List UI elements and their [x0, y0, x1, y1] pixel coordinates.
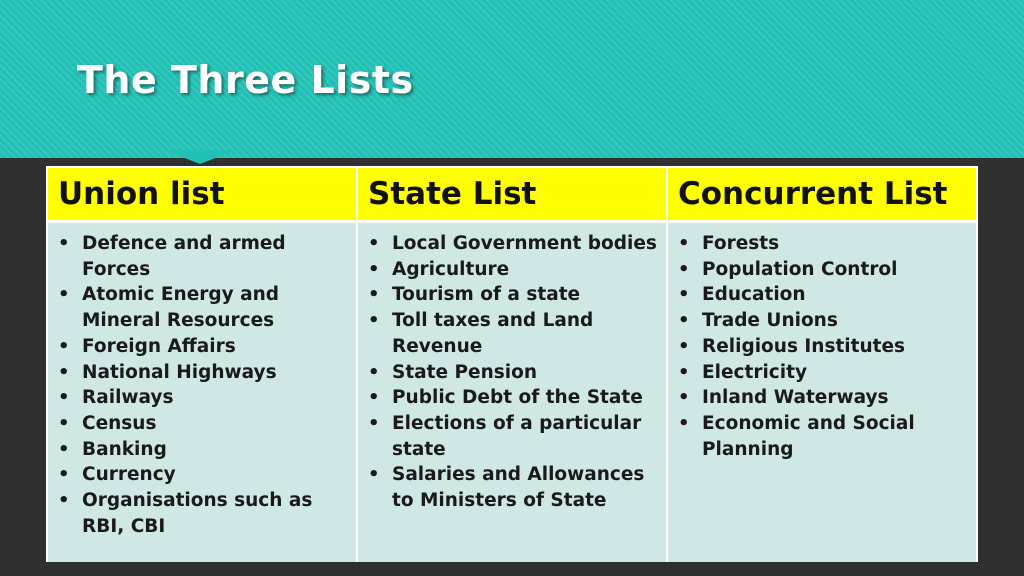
bullet-icon: • — [58, 412, 70, 434]
bullet-icon: • — [678, 335, 690, 357]
union-list-cell — [47, 222, 357, 563]
list-item — [54, 437, 350, 463]
list-item-text: Trade Unions — [702, 310, 838, 332]
concurrent-list-cell — [667, 222, 977, 563]
bullet-icon: • — [368, 464, 380, 486]
list-item-text: Salaries and Allowances to Ministers of State — [392, 464, 645, 512]
bullet-icon: • — [368, 387, 380, 409]
bullet-icon: • — [678, 258, 690, 280]
list-item — [674, 360, 970, 386]
list-item-text: Forests — [702, 233, 780, 254]
list-item-text: Population Control — [702, 258, 898, 280]
list-item-text: Currency — [82, 464, 176, 486]
table-body-row — [47, 222, 977, 563]
list-item — [364, 385, 660, 411]
bullet-icon: • — [58, 438, 70, 460]
bullet-icon: • — [58, 335, 70, 357]
list-item-text: Religious Institutes — [702, 335, 906, 357]
list-item — [364, 308, 660, 359]
list-item — [674, 231, 970, 257]
bullet-icon: • — [58, 490, 70, 512]
list-item-text: Railways — [82, 387, 174, 409]
list-item-text: Defence and armed Forces — [82, 233, 286, 280]
list-item-text: Elections of a particular state — [392, 412, 642, 460]
bullet-icon: • — [58, 464, 70, 486]
bullet-icon: • — [368, 233, 380, 254]
list-item-text: Economic and Social Planning — [702, 412, 915, 460]
bullet-icon: • — [58, 387, 70, 409]
list-item — [674, 308, 970, 334]
bullet-icon: • — [368, 284, 380, 306]
list-item — [54, 231, 350, 282]
list-item — [54, 411, 350, 437]
list-item-text: Foreign Affairs — [82, 335, 236, 357]
bullet-icon: • — [678, 284, 690, 306]
table-header-row — [47, 167, 977, 222]
list-item — [364, 282, 660, 308]
list-item-text: Banking — [82, 438, 167, 460]
list-item-text: Inland Waterways — [702, 387, 889, 409]
list-item-text: National Highways — [82, 361, 277, 383]
list-item-text: Public Debt of the State — [392, 387, 643, 409]
bullet-icon: • — [678, 233, 690, 254]
bullet-icon: • — [368, 361, 380, 383]
title-band-notch — [164, 150, 236, 164]
list-item — [54, 462, 350, 488]
list-item-text: Tourism of a state — [392, 284, 581, 306]
bullet-icon: • — [58, 284, 70, 306]
slide-title: The Three Lists — [77, 58, 414, 102]
concurrent-list-header: Concurrent List — [667, 167, 977, 222]
bullet-icon: • — [678, 361, 690, 383]
list-item — [674, 282, 970, 308]
list-item — [364, 411, 660, 462]
list-item-text: Atomic Energy and Mineral Resources — [82, 284, 280, 332]
list-item-text: Agriculture — [392, 258, 510, 280]
list-item — [674, 411, 970, 462]
concurrent-list-items — [674, 231, 970, 462]
list-item-text: Electricity — [702, 361, 808, 383]
list-item — [364, 360, 660, 386]
list-item-text: Education — [702, 284, 806, 306]
list-item-text: Local Government bodies — [392, 233, 657, 254]
list-item — [54, 488, 350, 539]
list-item — [364, 257, 660, 283]
bullet-icon: • — [678, 310, 690, 332]
list-item — [54, 334, 350, 360]
list-item-text: Census — [82, 412, 157, 434]
list-item — [54, 360, 350, 386]
state-list-items — [364, 231, 660, 514]
list-item — [364, 462, 660, 513]
list-item — [674, 385, 970, 411]
list-item-text: Toll taxes and Land Revenue — [392, 310, 594, 357]
bullet-icon: • — [678, 387, 690, 409]
list-item — [364, 231, 660, 257]
list-item-text: State Pension — [392, 361, 537, 383]
union-list-items — [54, 231, 350, 539]
bullet-icon: • — [678, 412, 690, 434]
state-list-cell — [357, 222, 667, 563]
bullet-icon: • — [58, 233, 70, 254]
list-item — [54, 282, 350, 333]
bullet-icon: • — [368, 412, 380, 434]
list-item-text: Organisations such as RBI, CBI — [82, 490, 313, 537]
bullet-icon: • — [368, 310, 380, 332]
list-item — [674, 334, 970, 360]
list-item — [674, 257, 970, 283]
bullet-icon: • — [58, 361, 70, 383]
bullet-icon: • — [368, 258, 380, 280]
list-item — [54, 385, 350, 411]
three-lists-table — [46, 166, 978, 562]
union-list-header: Union list — [47, 167, 357, 222]
state-list-header: State List — [357, 167, 667, 222]
